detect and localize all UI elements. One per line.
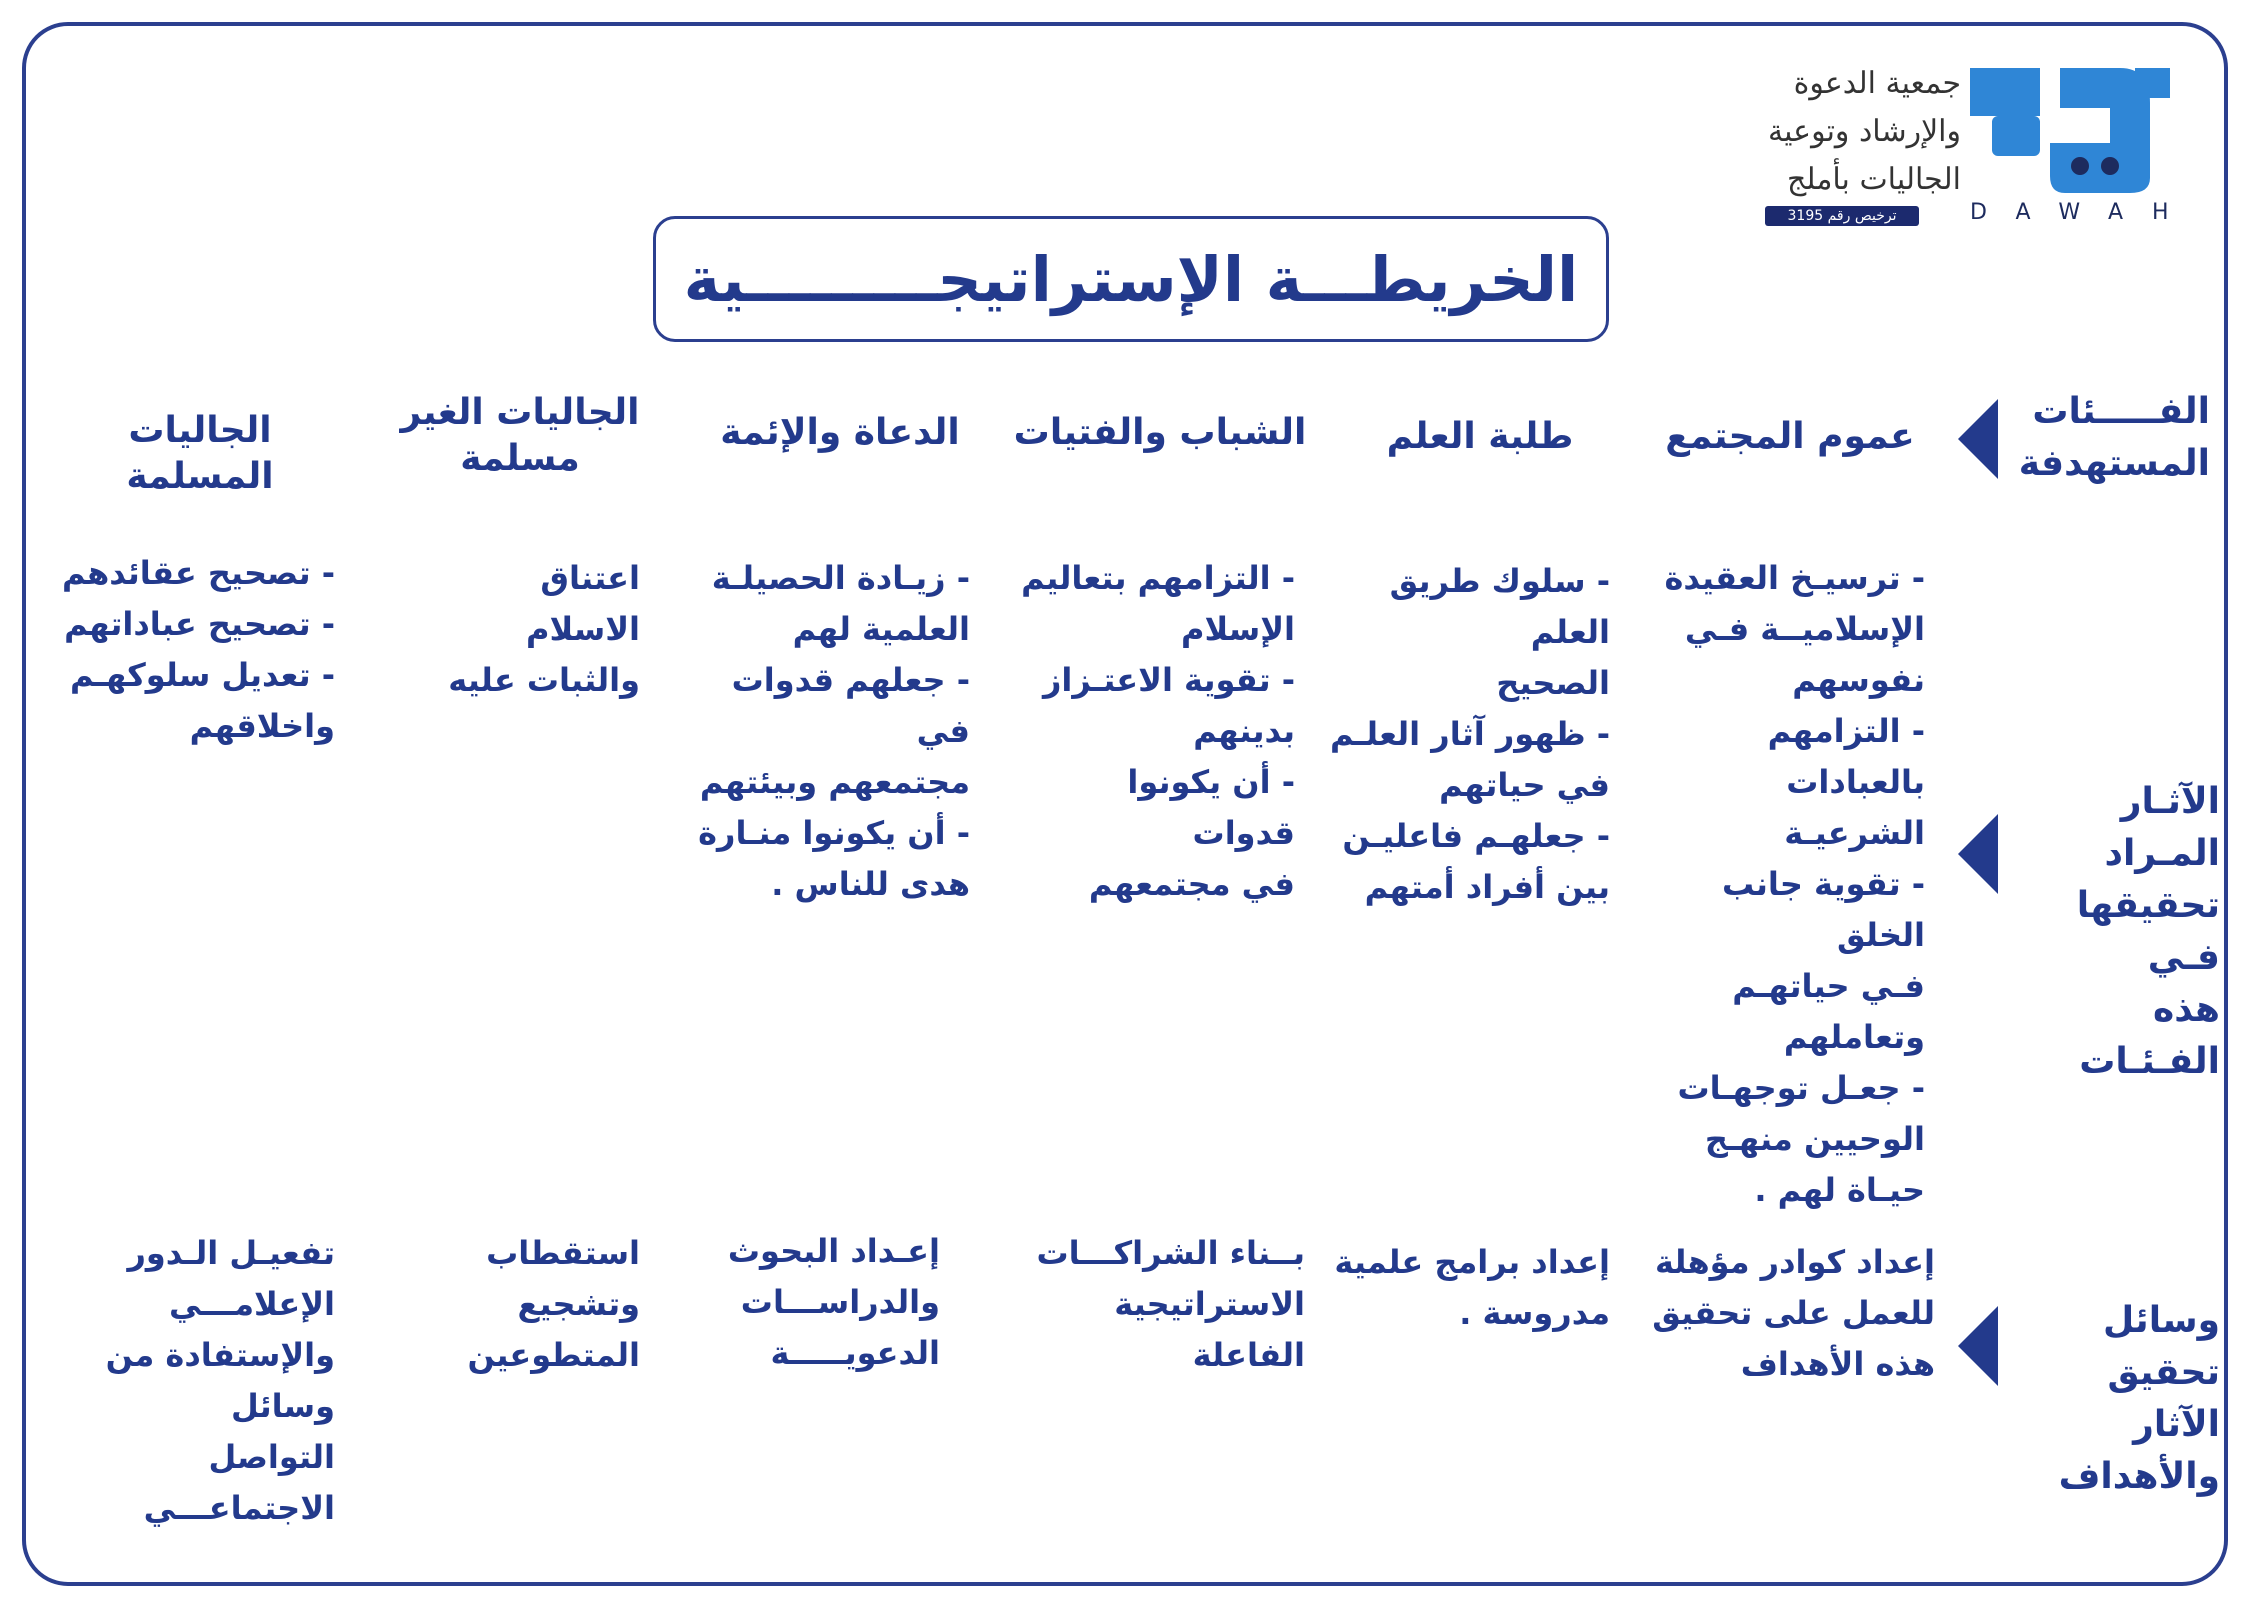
title-box: [653, 216, 1609, 342]
row-label-categories: الفـــــئات المستهدفة: [2018, 391, 2210, 484]
means-muslim-communities: تفعيـل الـدور الإعلامـــي والإستفادة من وسائل التواصل الاجتماعـــي: [105, 1234, 335, 1527]
organization-line-1: جمعية الدعوة: [1793, 66, 1961, 101]
effects-youth: - التزامهم بتعاليم الإسلام - تقوية الاعتـزاز بدينهم - أن يكونوا قدوات في مجتمعهم: [1021, 559, 1295, 903]
effects-general-public: - ترسيـخ العقيدة الإسلاميــة فـي نفوسهم - التزامهم بالعبادات الشرعيـة - تقوية جانب الخلق فـي حياتهـم وتعاملهم - جعـل توجهـات الوحيين منهـج حيـاة لهم .: [1664, 559, 1925, 1209]
effects-students: - سلوك طريق العلم الصحيح - ظهور آثار العلـم في حياتهم - جعلهـم فاعليـن بين أفراد أمتهم: [1329, 562, 1610, 906]
means-non-muslim-communities: استقطاب وتشجيع المتطوعين: [467, 1234, 640, 1374]
column-header-non-muslim-communities: الجاليات الغير مسلمة: [400, 392, 640, 479]
dawah-logo-icon: [1970, 58, 2180, 198]
column-header-preachers: الدعاة والإئمة: [720, 412, 960, 453]
organization-line-2: والإرشاد وتوعية: [1768, 114, 1961, 149]
logo-latin-text: DAWAH: [1970, 200, 2198, 225]
effects-arrow-icon: [1958, 814, 1998, 894]
means-arrow-icon: [1958, 1306, 1998, 1386]
license-badge: ترخيص رقم 3195: [1765, 206, 1919, 226]
column-header-youth: الشباب والفتيات: [1013, 412, 1307, 453]
page-title: الخريطـــة الإستراتيجـــــــــية: [683, 242, 1579, 316]
means-preachers: إعـداد البحوث والدراســـات الدعويـــــة: [727, 1232, 940, 1372]
row-label-means: وسائل تحقيق الآثار والأهداف: [2058, 1300, 2220, 1497]
categories-arrow-icon: [1958, 399, 1998, 479]
means-youth: بــناء الشراكـــات الاستراتيجية الفاعلة: [1036, 1234, 1305, 1374]
column-header-students: طلبة العلم: [1386, 416, 1574, 457]
organization-name: [1705, 60, 1961, 204]
column-header-general-public: عموم المجتمع: [1665, 416, 1915, 457]
effects-muslim-communities: - تصحيح عقائدهم - تصحيح عباداتهم - تعديل سلوكهـم واخلاقهم: [62, 554, 335, 745]
means-students: إعداد برامج علمية مدروسة .: [1334, 1243, 1610, 1332]
effects-non-muslim-communities: اعتناق الاسلام والثبات عليه: [448, 559, 640, 699]
organization-line-3: الجاليات بأملج: [1787, 162, 1961, 197]
effects-preachers: - زيـادة الحصيلـة العلمية لهم - جعلهم قدوات في مجتمعهم وبيئتهم - أن يكونوا منـارة هدى للناس .: [698, 559, 970, 903]
column-header-muslim-communities: الجاليات المسلمة: [126, 410, 274, 497]
means-general-public: إعداد كوادر مؤهلة للعمل على تحقيق هذه الأهداف: [1652, 1243, 1935, 1383]
row-label-effects: الآثـار المـراد تحقيقها فـي هذه الفـئـات: [2076, 781, 2220, 1082]
